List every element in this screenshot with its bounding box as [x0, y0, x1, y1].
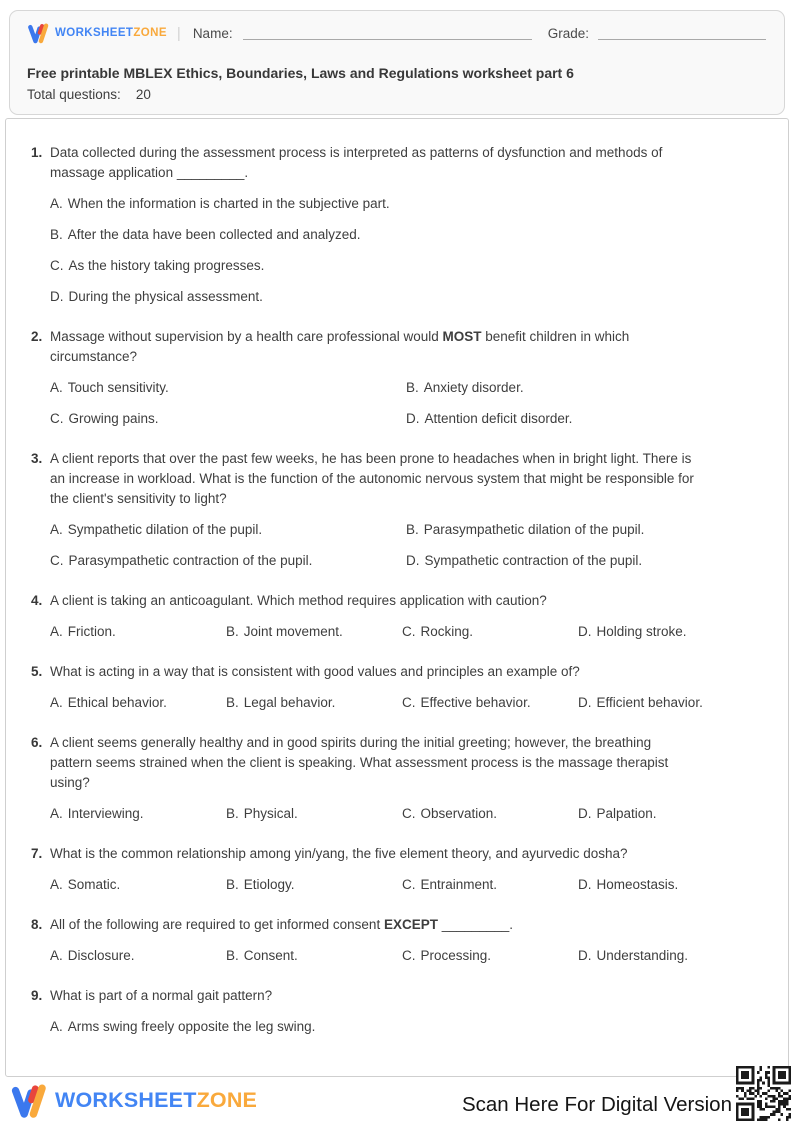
- option-item: [578, 804, 760, 824]
- questions-box: [5, 118, 789, 1077]
- question-body: [50, 986, 760, 1037]
- option-item: [50, 520, 406, 540]
- option-item: [402, 804, 578, 824]
- option-letter: B.: [406, 380, 419, 395]
- question-text: What is the common relationship among yin/yang, the five element theory, and ayurvedic dosha?: [50, 846, 628, 861]
- question-number: 3.: [31, 451, 43, 466]
- question-block: [31, 662, 760, 713]
- options-grid: [50, 378, 760, 429]
- option-letter: A.: [50, 877, 63, 892]
- option-item: [50, 194, 760, 214]
- option-letter: B.: [226, 948, 239, 963]
- option-text: Processing.: [420, 948, 492, 963]
- header-divider: |: [176, 24, 181, 42]
- question-block: [31, 143, 760, 307]
- option-text: Physical.: [243, 806, 298, 821]
- header-logo-row: [27, 22, 766, 44]
- option-text: Palpation.: [596, 806, 657, 821]
- worksheetzone-logo-text: [55, 1088, 257, 1113]
- question-text: All of the following are required to get informed consent EXCEPT _________.: [50, 917, 514, 932]
- option-item: [578, 875, 760, 895]
- worksheetzone-logo-icon: [27, 22, 49, 44]
- logo-word-worksheet: WORKSHEET: [55, 27, 134, 39]
- name-label: Name:: [192, 25, 233, 41]
- option-item: [578, 622, 760, 642]
- option-letter: D.: [50, 289, 64, 304]
- question-text: A client is taking an anticoagulant. Which method requires application with caution?: [50, 593, 547, 608]
- worksheetzone-logo-icon: [10, 1082, 47, 1119]
- option-letter: A.: [50, 1019, 63, 1034]
- option-letter: C.: [402, 877, 416, 892]
- question-text: using?: [50, 775, 90, 790]
- option-letter: C.: [402, 948, 416, 963]
- option-text: Entrainment.: [420, 877, 498, 892]
- option-item: [578, 946, 760, 966]
- option-text: Growing pains.: [68, 411, 159, 426]
- option-text: Sympathetic contraction of the pupil.: [424, 553, 643, 568]
- total-questions-label: Total questions:: [27, 87, 121, 102]
- total-questions-row: [27, 87, 766, 102]
- question-text: massage application _________.: [50, 165, 249, 180]
- option-letter: A.: [50, 948, 63, 963]
- option-item: [226, 804, 402, 824]
- option-letter: C.: [402, 695, 416, 710]
- question-number: 4.: [31, 593, 43, 608]
- question-body: [50, 449, 760, 571]
- option-item: [50, 804, 226, 824]
- logo-word-zone: ZONE: [196, 1088, 258, 1112]
- worksheetzone-logo-text: [55, 27, 167, 39]
- option-item: [226, 875, 402, 895]
- question-body: [50, 591, 760, 642]
- question-text: A client seems generally healthy and in good spirits during the initial greeting; however, the breathing: [50, 735, 652, 750]
- question-body: [50, 143, 760, 307]
- option-item: [406, 551, 760, 571]
- option-text: After the data have been collected and analyzed.: [67, 227, 361, 242]
- scan-here-text: Scan Here For Digital Version: [461, 1093, 732, 1116]
- question-block: [31, 449, 760, 571]
- option-item: [50, 551, 406, 571]
- question-block: [31, 844, 760, 895]
- option-item: [402, 946, 578, 966]
- option-item: [402, 622, 578, 642]
- grade-label: Grade:: [547, 25, 589, 41]
- options-grid: [50, 946, 760, 966]
- option-item: [402, 693, 578, 713]
- option-text: Disclosure.: [67, 948, 135, 963]
- option-letter: C.: [402, 806, 416, 821]
- question-text: the client's sensitivity to light?: [50, 491, 227, 506]
- option-text: Attention deficit disorder.: [424, 411, 573, 426]
- option-item: [50, 1017, 760, 1037]
- question-text: an increase in workload. What is the function of the autonomic nervous system that might be responsible for: [50, 471, 694, 486]
- option-letter: B.: [226, 877, 239, 892]
- header-card: [9, 10, 785, 115]
- option-letter: D.: [578, 948, 592, 963]
- grade-blank-line: [598, 26, 766, 40]
- questions-list: [31, 143, 760, 1037]
- option-text: Understanding.: [596, 948, 689, 963]
- total-questions-value: 20: [135, 87, 151, 102]
- question-text: Massage without supervision by a health care professional would MOST benefit children in which: [50, 329, 630, 344]
- option-item: [50, 622, 226, 642]
- option-item: [578, 693, 760, 713]
- question-block: [31, 591, 760, 642]
- name-blank-line: [243, 26, 532, 40]
- question-number: 5.: [31, 664, 43, 679]
- footer-logo: [10, 1082, 257, 1119]
- option-text: Interviewing.: [67, 806, 144, 821]
- option-letter: B.: [226, 624, 239, 639]
- question-number: 8.: [31, 917, 43, 932]
- logo-word-worksheet: WORKSHEET: [55, 1088, 197, 1112]
- option-item: [226, 693, 402, 713]
- option-letter: C.: [402, 624, 416, 639]
- option-text: Observation.: [420, 806, 498, 821]
- question-number: 7.: [31, 846, 43, 861]
- question-number: 2.: [31, 329, 43, 344]
- question-text: pattern seems strained when the client is speaking. What assessment process is the massage therapist: [50, 755, 669, 770]
- option-text: Ethical behavior.: [67, 695, 167, 710]
- option-letter: D.: [578, 695, 592, 710]
- option-letter: B.: [226, 806, 239, 821]
- title-block: [27, 65, 766, 102]
- option-text: Parasympathetic contraction of the pupil.: [68, 553, 313, 568]
- option-text: Touch sensitivity.: [67, 380, 169, 395]
- question-body: [50, 327, 760, 429]
- option-text: Friction.: [67, 624, 116, 639]
- question-block: [31, 733, 760, 824]
- option-text: When the information is charted in the subjective part.: [67, 196, 390, 211]
- option-letter: A.: [50, 624, 63, 639]
- question-body: [50, 662, 760, 713]
- question-body: [50, 733, 760, 824]
- option-text: Holding stroke.: [596, 624, 687, 639]
- option-letter: D.: [406, 553, 420, 568]
- option-item: [406, 520, 760, 540]
- option-text: Etiology.: [243, 877, 295, 892]
- question-text: circumstance?: [50, 349, 138, 364]
- option-item: [50, 409, 406, 429]
- option-text: Legal behavior.: [243, 695, 336, 710]
- question-body: [50, 844, 760, 895]
- option-item: [406, 409, 760, 429]
- worksheet-title: Free printable MBLEX Ethics, Boundaries, Laws and Regulations worksheet part 6: [27, 65, 574, 81]
- option-item: [402, 875, 578, 895]
- option-letter: A.: [50, 196, 63, 211]
- option-item: [50, 225, 760, 245]
- option-item: [50, 378, 406, 398]
- question-text: A client reports that over the past few weeks, he has been prone to headaches when in bright light. There is: [50, 451, 692, 466]
- qr-code: [736, 1066, 791, 1121]
- option-text: Somatic.: [67, 877, 121, 892]
- option-item: [50, 256, 760, 276]
- option-text: Joint movement.: [243, 624, 343, 639]
- option-item: [406, 378, 760, 398]
- option-text: As the history taking progresses.: [68, 258, 265, 273]
- option-text: Rocking.: [420, 624, 474, 639]
- question-number: 9.: [31, 988, 43, 1003]
- question-block: [31, 327, 760, 429]
- option-text: Efficient behavior.: [596, 695, 703, 710]
- option-letter: D.: [578, 624, 592, 639]
- option-text: During the physical assessment.: [68, 289, 263, 304]
- option-letter: C.: [50, 553, 64, 568]
- option-text: Arms swing freely opposite the leg swing.: [67, 1019, 316, 1034]
- option-letter: C.: [50, 411, 64, 426]
- question-block: [31, 986, 760, 1037]
- option-text: Parasympathetic dilation of the pupil.: [423, 522, 645, 537]
- options-grid: [50, 804, 760, 824]
- option-letter: D.: [578, 806, 592, 821]
- option-item: [50, 875, 226, 895]
- options-grid: [50, 875, 760, 895]
- question-number: 6.: [31, 735, 43, 750]
- option-text: Consent.: [243, 948, 298, 963]
- option-item: [226, 622, 402, 642]
- option-letter: B.: [406, 522, 419, 537]
- option-item: [50, 946, 226, 966]
- question-text: What is acting in a way that is consistent with good values and principles an example of?: [50, 664, 580, 679]
- question-block: [31, 915, 760, 966]
- option-letter: D.: [406, 411, 420, 426]
- option-text: Anxiety disorder.: [423, 380, 524, 395]
- option-item: [50, 287, 760, 307]
- option-letter: D.: [578, 877, 592, 892]
- options-grid: [50, 520, 760, 571]
- logo-word-zone: ZONE: [133, 27, 167, 39]
- option-text: Sympathetic dilation of the pupil.: [67, 522, 263, 537]
- option-text: Effective behavior.: [420, 695, 531, 710]
- option-letter: A.: [50, 695, 63, 710]
- option-letter: A.: [50, 522, 63, 537]
- option-letter: C.: [50, 258, 64, 273]
- options-grid: [50, 693, 760, 713]
- question-body: [50, 915, 760, 966]
- option-item: [50, 693, 226, 713]
- option-letter: A.: [50, 380, 63, 395]
- option-letter: B.: [50, 227, 63, 242]
- options-grid: [50, 622, 760, 642]
- option-letter: A.: [50, 806, 63, 821]
- option-item: [226, 946, 402, 966]
- question-number: 1.: [31, 145, 43, 160]
- question-text: Data collected during the assessment process is interpreted as patterns of dysfunction and methods of: [50, 145, 663, 160]
- option-text: Homeostasis.: [596, 877, 679, 892]
- option-letter: B.: [226, 695, 239, 710]
- question-text: What is part of a normal gait pattern?: [50, 988, 273, 1003]
